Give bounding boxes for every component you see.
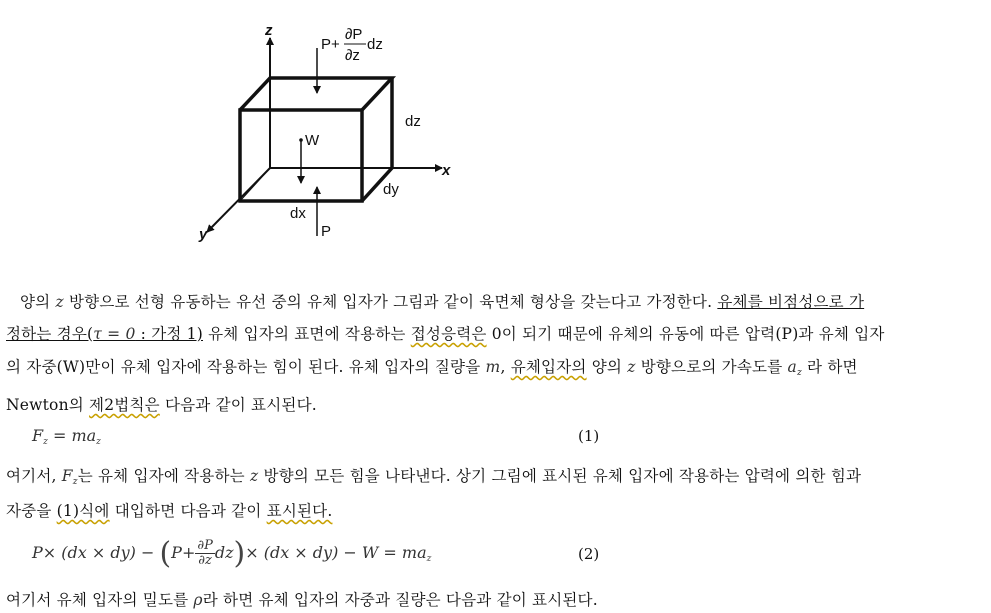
symbol-a: a [787, 358, 797, 376]
text-run: 는 유체 입자에 작용하는 [77, 467, 250, 485]
text-run: 여기서 유체 입자의 밀도를 [6, 591, 194, 609]
paragraph2-line2 [6, 499, 332, 521]
symbol-F: F [61, 467, 73, 485]
dy-label: dy [383, 181, 399, 198]
text-run: 방향으로의 가속도를 [635, 358, 788, 376]
equation-2 [32, 536, 431, 571]
spellcheck-word: 표시된다. [266, 502, 333, 520]
top-pressure-denominator: ∂z [345, 47, 360, 64]
equation-1 [32, 426, 101, 447]
text-run: Newton의 [6, 396, 90, 414]
text-run: 라 하면 유체 입자의 자중과 질량은 다음과 같이 표시된다. [202, 591, 598, 609]
partial-fraction [195, 539, 214, 568]
symbol-m: m [485, 358, 501, 376]
text-run: 여기서, [6, 467, 62, 485]
underlined-text [6, 325, 203, 343]
text-run: 양의 [586, 358, 628, 376]
x-axis-label: x [442, 162, 451, 179]
paragraph1-line2 [6, 322, 885, 344]
text-run: 자중을 [6, 502, 57, 520]
box-back-left-edge [240, 168, 270, 201]
eq1-rhs: = ma [47, 426, 97, 445]
equation-1-number: (1) [578, 427, 600, 445]
text-run: 방향으로 선형 유동하는 유선 중의 유체 입자가 그림과 같이 육면체 형상을 갖는다고 가정한다. [63, 293, 718, 311]
y-axis-label: y [199, 226, 208, 243]
paragraph2-line1 [6, 464, 861, 487]
symbol-z: z [55, 293, 64, 311]
z-axis-label: z [265, 22, 273, 39]
text-run: , [500, 358, 511, 376]
symbol-z: z [627, 358, 636, 376]
dx-label: dx [290, 205, 306, 222]
right-paren: ) [233, 536, 246, 571]
symbol-tau: τ = 0 [93, 325, 136, 343]
text-run: 대입하면 다음과 같이 [109, 502, 267, 520]
text-run: 라 하면 [801, 358, 858, 376]
top-pressure-numerator: ∂P [345, 26, 363, 43]
underlined-text: 유체를 비점성으로 가 [717, 293, 865, 311]
fraction-denominator: ∂z [198, 553, 212, 568]
paragraph1-line1 [20, 290, 864, 312]
top-pressure-suffix: dz [367, 36, 383, 53]
spellcheck-word: (1)식에 [56, 502, 110, 520]
spellcheck-word: 제2법칙은 [89, 396, 160, 414]
fraction-numerator: ∂P [197, 538, 213, 553]
eq2-part-b: P+ [171, 543, 196, 562]
text-run: 0이 되기 때문에 유체의 유동에 따른 압력(P)과 유체 입자 [486, 325, 885, 343]
subscript-z: z [72, 477, 78, 487]
spellcheck-word: 접성응력은 [410, 325, 487, 343]
subscript-z: z [796, 368, 802, 378]
eq1-lhs: F [32, 426, 44, 445]
weight-point [299, 138, 303, 142]
symbol-rho: ρ [193, 591, 203, 609]
eq2-part-d: × (dx × dy) − W = ma [245, 543, 427, 562]
symbol-z: z [249, 467, 259, 485]
eq1-lhs-sub: z [43, 437, 48, 447]
eq2-part-a: P× (dx × dy) − [32, 543, 155, 562]
text-run: 다음과 같이 표시된다. [159, 396, 317, 414]
eq2-sub: z [426, 554, 432, 564]
spellcheck-word: 유체입자의 [510, 358, 587, 376]
top-pressure-prefix: P+ [321, 36, 340, 53]
text-run: 정하는 경우( [6, 325, 94, 343]
paragraph3-line1 [6, 588, 598, 610]
eq1-rhs-sub: z [96, 437, 101, 447]
paragraph1-line3 [6, 355, 858, 378]
left-paren: ( [159, 536, 172, 571]
paragraph1-line4 [6, 393, 317, 415]
equation-2-number: (2) [578, 545, 600, 563]
hexahedron-figure [0, 0, 991, 260]
bottom-pressure-label: P [321, 223, 332, 240]
dz-label: dz [405, 113, 421, 130]
text-run: 양의 [20, 293, 56, 311]
box-top-face [240, 78, 392, 110]
eq2-part-c: dz [214, 543, 234, 562]
text-run: 의 자중(W)만이 유체 입자에 작용하는 힘이 된다. 유체 입자의 질량을 [6, 358, 486, 376]
text-run: : 가정 1) [135, 325, 203, 343]
text-run: 방향의 모든 힘을 나타낸다. 상기 그림에 표시된 유체 입자에 작용하는 압력에 의한 힘과 [258, 467, 862, 485]
text-run: 유체 입자의 표면에 작용하는 [203, 325, 411, 343]
weight-label: W [305, 132, 320, 149]
